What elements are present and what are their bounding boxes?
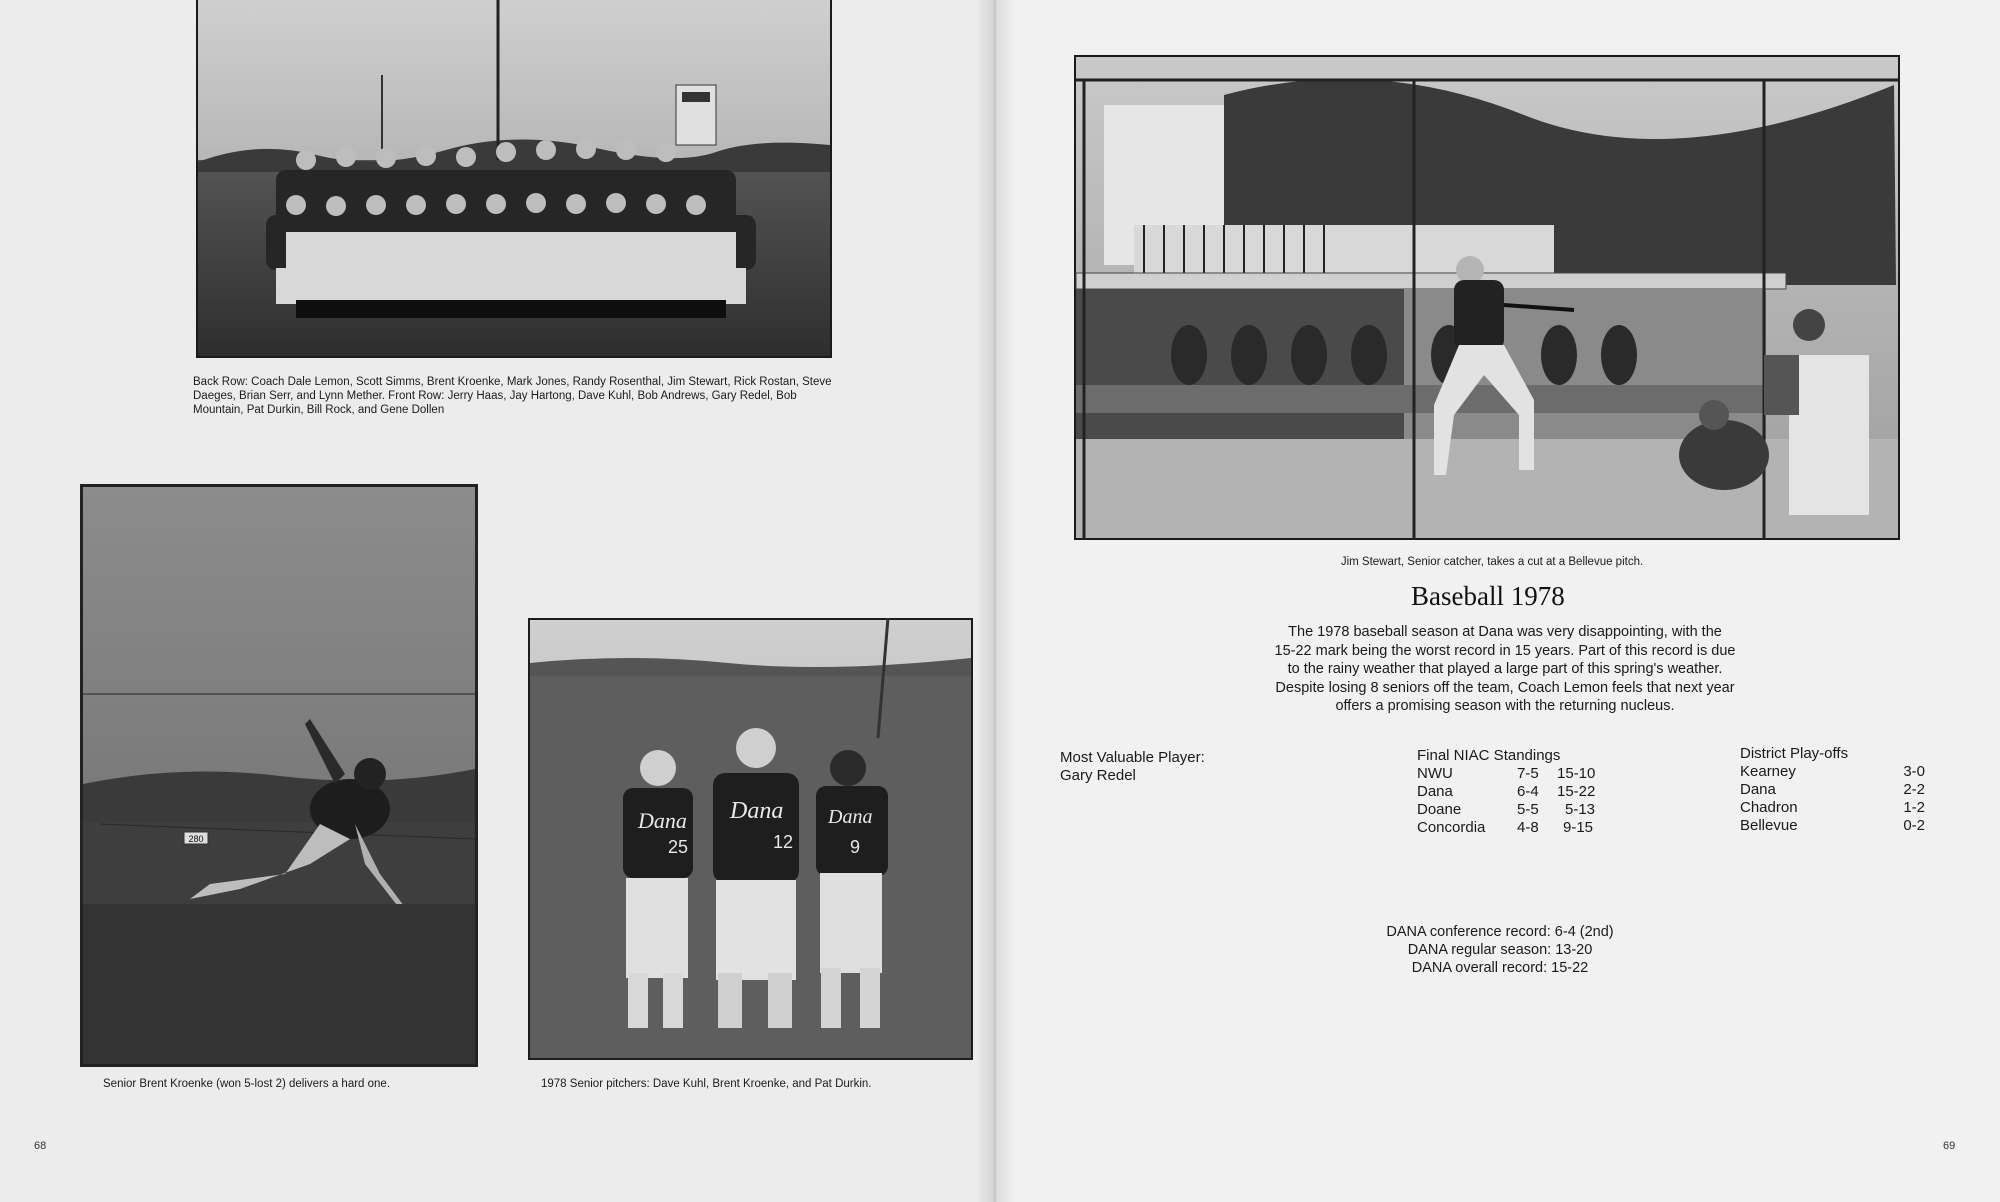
playoffs-team: Kearney xyxy=(1740,763,1796,780)
jersey-text-3: Dana xyxy=(828,806,873,828)
playoffs-record: 0-2 xyxy=(1903,817,1925,834)
mvp-label: Most Valuable Player: xyxy=(1060,749,1205,766)
playoffs-row xyxy=(1740,781,1925,799)
niac-standings xyxy=(1417,747,1595,837)
team-photo xyxy=(196,0,832,358)
standings-row xyxy=(1417,801,1595,819)
standings-team: Concordia xyxy=(1417,819,1486,836)
standings-overall: 5-13 xyxy=(1565,801,1596,818)
batter-photo-caption: Jim Stewart, Senior catcher, takes a cut at a Bellevue pitch. xyxy=(1340,556,1644,568)
record-line: DANA conference record: 6-4 (2nd) xyxy=(1386,924,1614,940)
pitcher-photo xyxy=(80,484,478,1067)
standings-conf: 4-8 xyxy=(1517,819,1539,836)
jersey-number-3: 9 xyxy=(850,837,861,857)
standings-team: Doane xyxy=(1417,801,1462,818)
standings-row xyxy=(1417,783,1595,801)
jersey-number-2: 12 xyxy=(773,832,794,852)
left-page xyxy=(0,0,995,1202)
article-body-line: offers a promising season with the returning nucleus. xyxy=(1335,698,1675,714)
field-sign-text: 280 xyxy=(188,834,204,844)
article-title: Baseball 1978 xyxy=(1411,581,1565,611)
playoffs-team: Bellevue xyxy=(1740,817,1798,834)
mvp-block xyxy=(1060,749,1205,785)
article-body-line: 15-22 mark being the worst record in 15 years. Part of this record is due xyxy=(1274,642,1736,659)
district-playoffs xyxy=(1740,745,1925,835)
article-body-line: to the rainy weather that played a large part of this spring's weather. xyxy=(1287,661,1723,677)
record-line: DANA overall record: 15-22 xyxy=(1411,960,1589,976)
playoffs-heading: District Play-offs xyxy=(1740,745,1849,762)
playoffs-record: 2-2 xyxy=(1903,781,1925,798)
record-line: DANA regular season: 13-20 xyxy=(1407,942,1593,958)
playoffs-row xyxy=(1740,817,1925,835)
standings-overall: 15-10 xyxy=(1557,765,1596,782)
team-photo-caption: Back Row: Coach Dale Lemon, Scott Simms, Brent Kroenke, Mark Jones, Randy Rosenthal, Jim Stewart, Rick Rostan, Steve Daeges, Brian Serr, and Lynn Mether. Front Row: Jerry Haas, Jay Hartong, Dave Kuhl, Bob Andrews, Gary Redel, Bob Mountain, Pat Durkin, Bill Rock, and Gene Dollen xyxy=(193,376,832,416)
standings-overall: 15-22 xyxy=(1557,783,1596,800)
article-body-line: Despite losing 8 seniors off the team, Coach Lemon feels that next year xyxy=(1275,679,1735,696)
standings-conf: 5-5 xyxy=(1517,801,1539,818)
batter-photo xyxy=(1074,55,1900,540)
standings-team: NWU xyxy=(1417,765,1453,782)
standings-row xyxy=(1417,819,1595,837)
playoffs-team: Chadron xyxy=(1740,799,1798,816)
pitcher-photo-caption: Senior Brent Kroenke (won 5-lost 2) delivers a hard one. xyxy=(103,1078,391,1090)
standings-heading: Final NIAC Standings xyxy=(1417,747,1561,764)
playoffs-team: Dana xyxy=(1740,781,1776,798)
playoffs-row xyxy=(1740,799,1925,817)
jersey-number-1: 25 xyxy=(668,837,689,857)
playoffs-record: 1-2 xyxy=(1903,799,1925,816)
playoffs-record: 3-0 xyxy=(1903,763,1925,780)
jersey-text-2: Dana xyxy=(730,798,784,824)
playoffs-row xyxy=(1740,763,1925,781)
right-page xyxy=(995,0,2000,1202)
article-body xyxy=(1240,623,1770,716)
standings-team: Dana xyxy=(1417,783,1453,800)
senior-pitchers-photo xyxy=(528,618,973,1060)
mvp-name: Gary Redel xyxy=(1060,767,1136,784)
article-body-line: The 1978 baseball season at Dana was very disappointing, with the xyxy=(1288,624,1722,640)
senior-pitchers-caption: 1978 Senior pitchers: Dave Kuhl, Brent Kroenke, and Pat Durkin. xyxy=(541,1078,872,1090)
standings-row xyxy=(1417,765,1595,783)
page-number-left: 68 xyxy=(34,1140,47,1152)
standings-overall: 9-15 xyxy=(1563,819,1594,836)
book-gutter xyxy=(975,0,1015,1202)
standings-conf: 7-5 xyxy=(1517,765,1539,782)
jersey-text-1: Dana xyxy=(638,808,687,833)
season-records xyxy=(1340,923,1660,977)
page-number-right: 69 xyxy=(1943,1140,1956,1152)
standings-conf: 6-4 xyxy=(1517,783,1539,800)
